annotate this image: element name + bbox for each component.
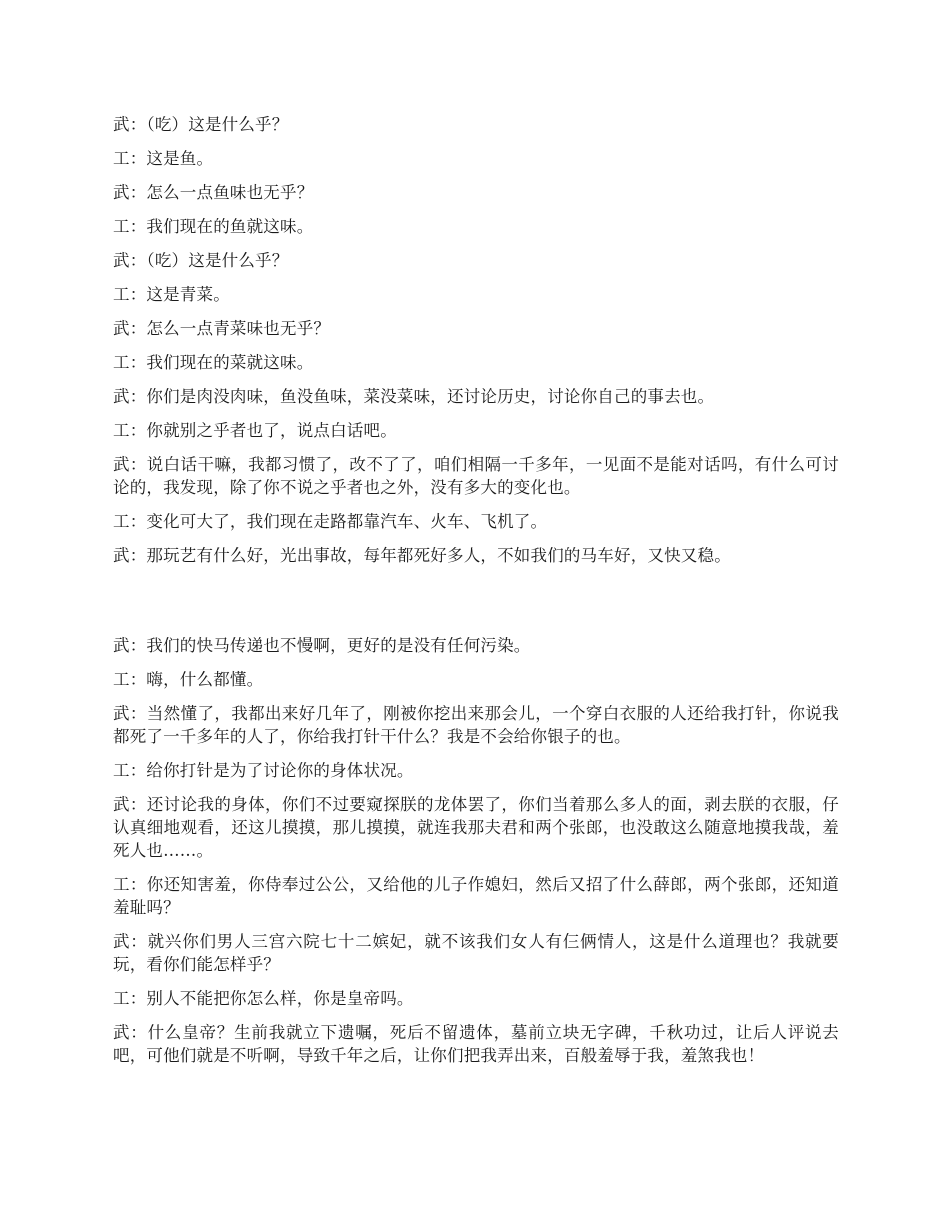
dialogue-line: 工：我们现在的菜就这味。 bbox=[113, 353, 314, 372]
dialogue-line: 工：给你打针是为了讨论你的身体状况。 bbox=[113, 761, 414, 780]
dialogue-line: 武：就兴你们男人三宫六院七十二嫔妃，就不该我们女人有仨俩情人，这是什么道理也？我就要玩，看你们能怎样乎？ bbox=[113, 932, 839, 974]
dialogue-line: 工：嗨，什么都懂。 bbox=[113, 670, 264, 689]
dialogue-line: 工：这是鱼。 bbox=[113, 149, 214, 168]
dialogue-section-1 bbox=[113, 113, 839, 578]
dialogue-line: 工：我们现在的鱼就这味。 bbox=[113, 217, 314, 236]
dialogue-line: 武：怎么一点鱼味也无乎？ bbox=[113, 183, 314, 202]
dialogue-section-2 bbox=[113, 634, 839, 1078]
dialogue-line: 武：还讨论我的身体，你们不过要窥探朕的龙体罢了，你们当着那么多人的面，剥去朕的衣服，仔认真细地观看，还这儿摸摸，那儿摸摸，就连我那夫君和两个张郎，也没敢这么随意地摸我哉，羞死人也……。 bbox=[113, 795, 839, 860]
dialogue-line: 武：什么皇帝？生前我就立下遗嘱，死后不留遗体，墓前立块无字碑，千秋功过，让后人评说去吧，可他们就是不听啊，导致千年之后，让你们把我弄出来，百般羞辱于我，羞煞我也！ bbox=[113, 1023, 839, 1065]
dialogue-line: 工：你还知害羞，你侍奉过公公，又给他的儿子作媳妇，然后又招了什么薛郎，两个张郎，还知道羞耻吗？ bbox=[113, 875, 839, 917]
dialogue-line: 武：当然懂了，我都出来好几年了，刚被你挖出来那会儿，一个穿白衣服的人还给我打针，你说我都死了一千多年的人了，你给我打针干什么？我是不会给你银子的也。 bbox=[113, 704, 839, 746]
dialogue-line: 工：别人不能把你怎么样，你是皇帝吗。 bbox=[113, 989, 414, 1008]
dialogue-line: 武：那玩艺有什么好，光出事故，每年都死好多人，不如我们的马车好，又快又稳。 bbox=[113, 546, 731, 565]
dialogue-line: 工：变化可大了，我们现在走路都靠汽车、火车、飞机了。 bbox=[113, 512, 548, 531]
dialogue-line: 武：（吃）这是什么乎？ bbox=[113, 115, 289, 134]
dialogue-line: 工：你就别之乎者也了，说点白话吧。 bbox=[113, 421, 397, 440]
dialogue-line: 武：（吃）这是什么乎？ bbox=[113, 251, 289, 270]
dialogue-line: 武：说白话干嘛，我都习惯了，改不了了，咱们相隔一千多年，一见面不是能对话吗，有什么可讨论的，我发现，除了你不说之乎者也之外，没有多大的变化也。 bbox=[113, 455, 839, 497]
dialogue-line: 武：怎么一点青菜味也无乎？ bbox=[113, 319, 331, 338]
dialogue-line: 武：我们的快马传递也不慢啊，更好的是没有任何污染。 bbox=[113, 636, 531, 655]
dialogue-line: 工：这是青菜。 bbox=[113, 285, 230, 304]
dialogue-line: 武：你们是肉没肉味，鱼没鱼味，菜没菜味，还讨论历史，讨论你自己的事去也。 bbox=[113, 387, 715, 406]
